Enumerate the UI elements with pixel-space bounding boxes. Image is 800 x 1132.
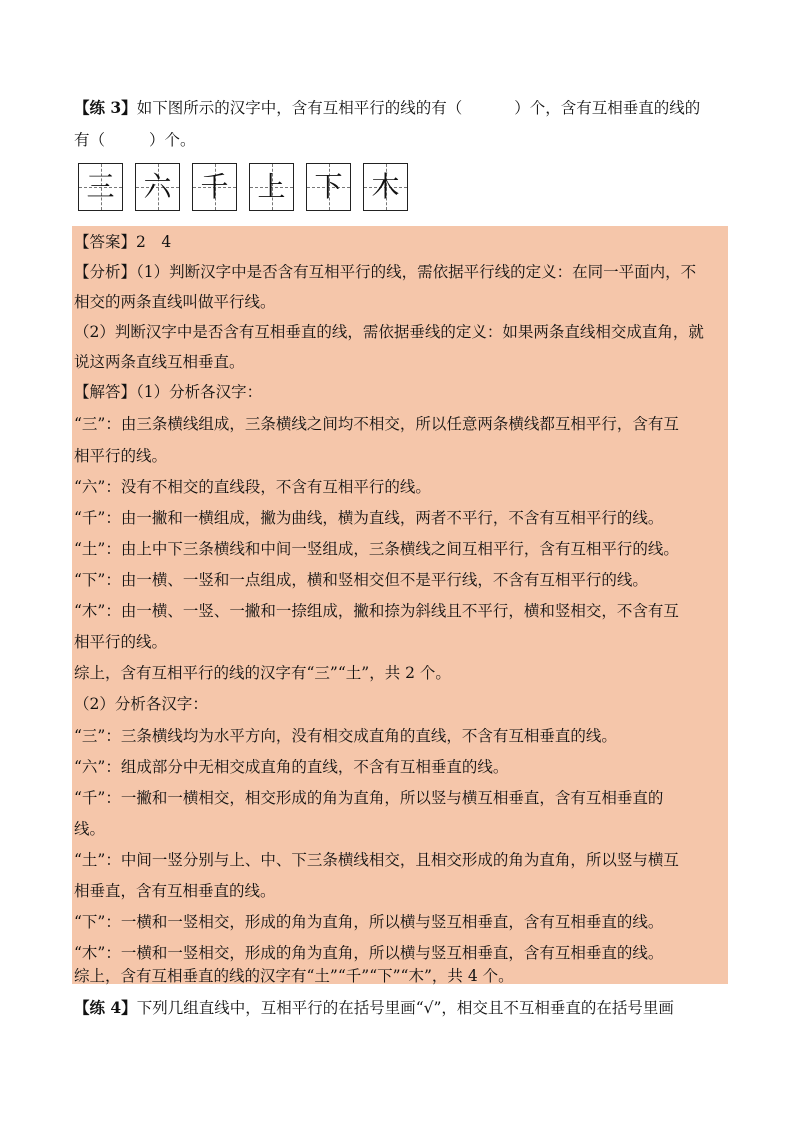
char-glyph: 千 (200, 170, 229, 203)
answer-line-19: 线。 (74, 820, 106, 838)
answer-line-22: “下”：一横和一竖相交，形成的角为直角，所以横与竖互相垂直，含有互相垂直的线。 (74, 913, 664, 931)
q3-text-1b: ）个，含有互相垂直的线的 (514, 99, 701, 117)
q3-text-1: 如下图所示的汉字中，含有互相平行的线的有（ (136, 99, 463, 117)
answer-line-16: “三”：三条横线均为水平方向，没有相交成直角的直线，不含有互相垂直的线。 (74, 727, 617, 745)
char-glyph: 木 (371, 170, 400, 203)
char-glyph: 六 (143, 170, 172, 203)
char-box-0 (78, 163, 123, 211)
answer-line-23: “木”：一横和一竖相交，形成的角为直角，所以横与竖互相垂直，含有互相垂直的线。 (74, 944, 664, 962)
char-box-5 (363, 163, 408, 211)
answer-line-9: “千”：由一撇和一横组成，撇为曲线，横为直线，两者不平行，不含有互相平行的线。 (74, 509, 664, 527)
answer-line-21: 相垂直，含有互相垂直的线。 (74, 882, 276, 900)
answer-line-0: 【答案】2 4 (74, 233, 172, 251)
answer-line-17: “六”：组成部分中无相交成直角的直线，不含有互相垂直的线。 (74, 758, 509, 776)
char-box-2 (192, 163, 237, 211)
answer-line-14: 综上，含有互相平行的线的汉字有“三”“土”，共 2 个。 (74, 664, 451, 682)
char-box-4 (306, 163, 351, 211)
answer-line-5: 【解答】（1）分析各汉字： (74, 383, 263, 401)
answer-line-20: “土”：中间一竖分别与上、中、下三条横线相交，且相交形成的角为直角，所以竖与横互 (74, 851, 679, 869)
char-box-3 (249, 163, 294, 211)
char-glyph: 上 (257, 170, 286, 203)
answer-line-12: “木”：由一横、一竖、一撇和一捺组成，撇和捺为斜线且不平行，横和竖相交，不含有互 (74, 602, 679, 620)
answer-line-15: （2）分析各汉字： (74, 695, 208, 713)
q3-text-2b: ）个。 (149, 131, 196, 149)
answer-line-7: 相平行的线。 (74, 447, 168, 465)
answer-line-24: 综上，含有互相垂直的线的汉字有“土”“千”“下”“木”，共 4 个。 (74, 967, 514, 985)
q3-label: 【练 3】 (74, 98, 137, 117)
q4-label: 【练 4】 (74, 998, 137, 1017)
answer-line-10: “土”：由上中下三条横线和中间一竖组成，三条横线之间互相平行，含有互相平行的线。 (74, 540, 679, 558)
q3-line-1 (74, 98, 700, 118)
answer-line-6: “三”：由三条横线组成，三条横线之间均不相交，所以任意两条横线都互相平行，含有互 (74, 415, 679, 433)
answer-line-13: 相平行的线。 (74, 633, 168, 651)
answer-line-11: “下”：由一横、一竖和一点组成，横和竖相交但不是平行线，不含有互相平行的线。 (74, 571, 648, 589)
answer-line-8: “六”：没有不相交的直线段，不含有互相平行的线。 (74, 478, 431, 496)
answer-line-1: 【分析】（1）判断汉字中是否含有互相平行的线，需依据平行线的定义：在同一平面内，不 (74, 263, 697, 281)
answer-line-2: 相交的两条直线叫做平行线。 (74, 293, 276, 311)
q4-text: 下列几组直线中，互相平行的在括号里画“√”，相交且不互相垂直的在括号里画 (136, 999, 674, 1017)
q4-line (74, 998, 674, 1018)
answer-line-3: （2）判断汉字中是否含有互相垂直的线，需依据垂线的定义：如果两条直线相交成直角，就 (74, 323, 704, 341)
answer-line-18: “千”：一撇和一横相交，相交形成的角为直角，所以竖与横互相垂直，含有互相垂直的 (74, 789, 664, 807)
q3-line-2 (74, 130, 196, 150)
char-glyph: 三 (86, 170, 115, 203)
char-glyph: 下 (314, 170, 343, 203)
q3-text-2: 有（ (74, 131, 106, 149)
char-box-1 (135, 163, 180, 211)
answer-line-4: 说这两条直线互相垂直。 (74, 353, 245, 371)
